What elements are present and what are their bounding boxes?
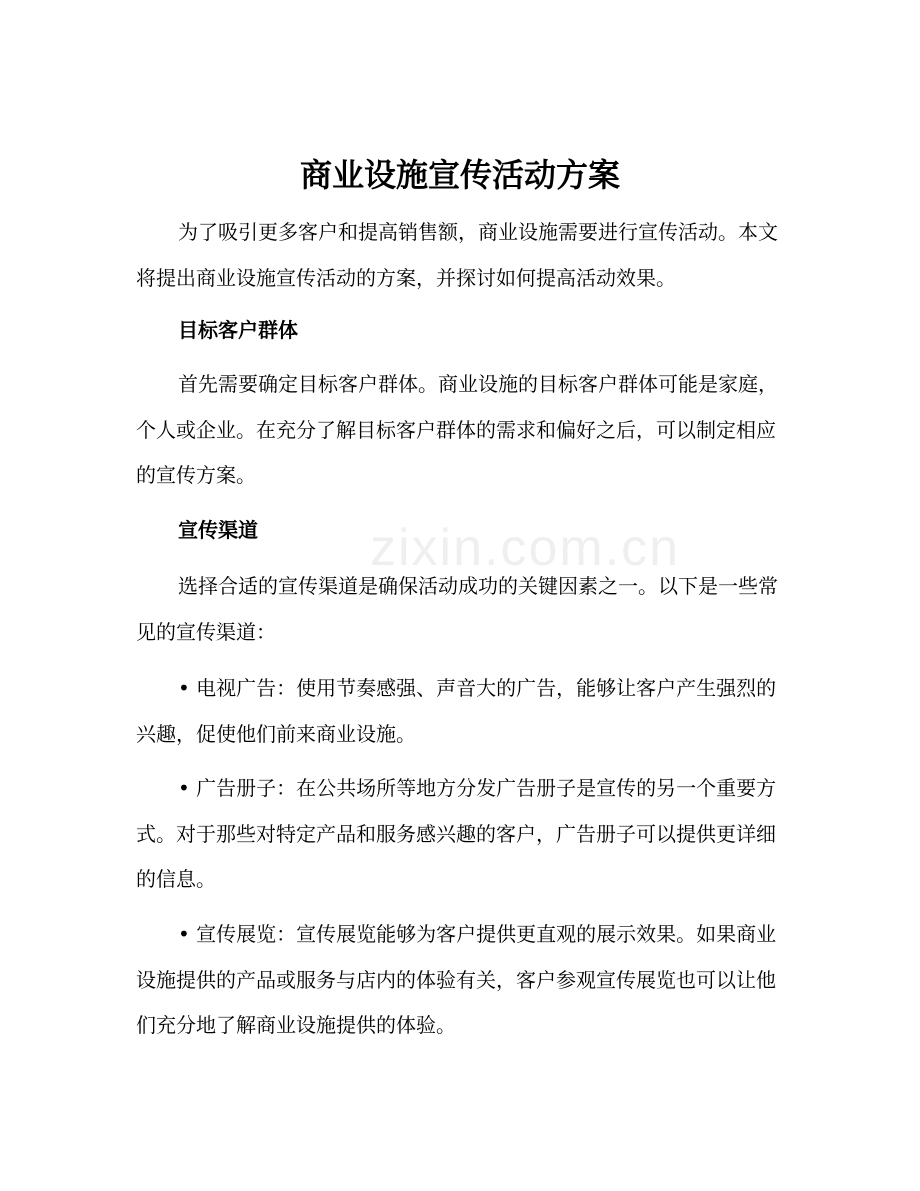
document-title: 商业设施宣传活动方案 (299, 156, 620, 194)
target-customers-paragraph: 首先需要确定目标客户群体。商业设施的目标客户群体可能是家庭，个人或企业。在充分了解目标客户群体的需求和偏好之后，可以制定相应的宣传方案。 (136, 372, 778, 487)
channels-intro-paragraph: 选择合适的宣传渠道是确保活动成功的关键因素之一。以下是一些常见的宣传渠道： (136, 574, 778, 644)
section-heading-channels: 宣传渠道 (178, 518, 258, 542)
channel-item-brochure: • 广告册子：在公共场所等地方分发广告册子是宣传的另一个重要方式。对于那些对特定产品和服务感兴趣的客户，广告册子可以提供更详细的信息。 (136, 776, 777, 891)
intro-paragraph: 为了吸引更多客户和提高销售额，商业设施需要进行宣传活动。本文将提出商业设施宣传活动的方案，并探讨如何提高活动效果。 (136, 220, 778, 290)
channel-item-tv: • 电视广告：使用节奏感强、声音大的广告，能够让客户产生强烈的兴趣，促使他们前来商业设施。 (136, 676, 777, 746)
section-heading-target-customers: 目标客户群体 (178, 318, 298, 342)
channel-item-exhibition: • 宣传展览：宣传展览能够为客户提供更直观的展示效果。如果商业设施提供的产品或服务与店内的体验有关，客户参观宣传展览也可以让他们充分地了解商业设施提供的体验。 (136, 922, 777, 1037)
watermark: zixin.com.cn (370, 519, 681, 577)
